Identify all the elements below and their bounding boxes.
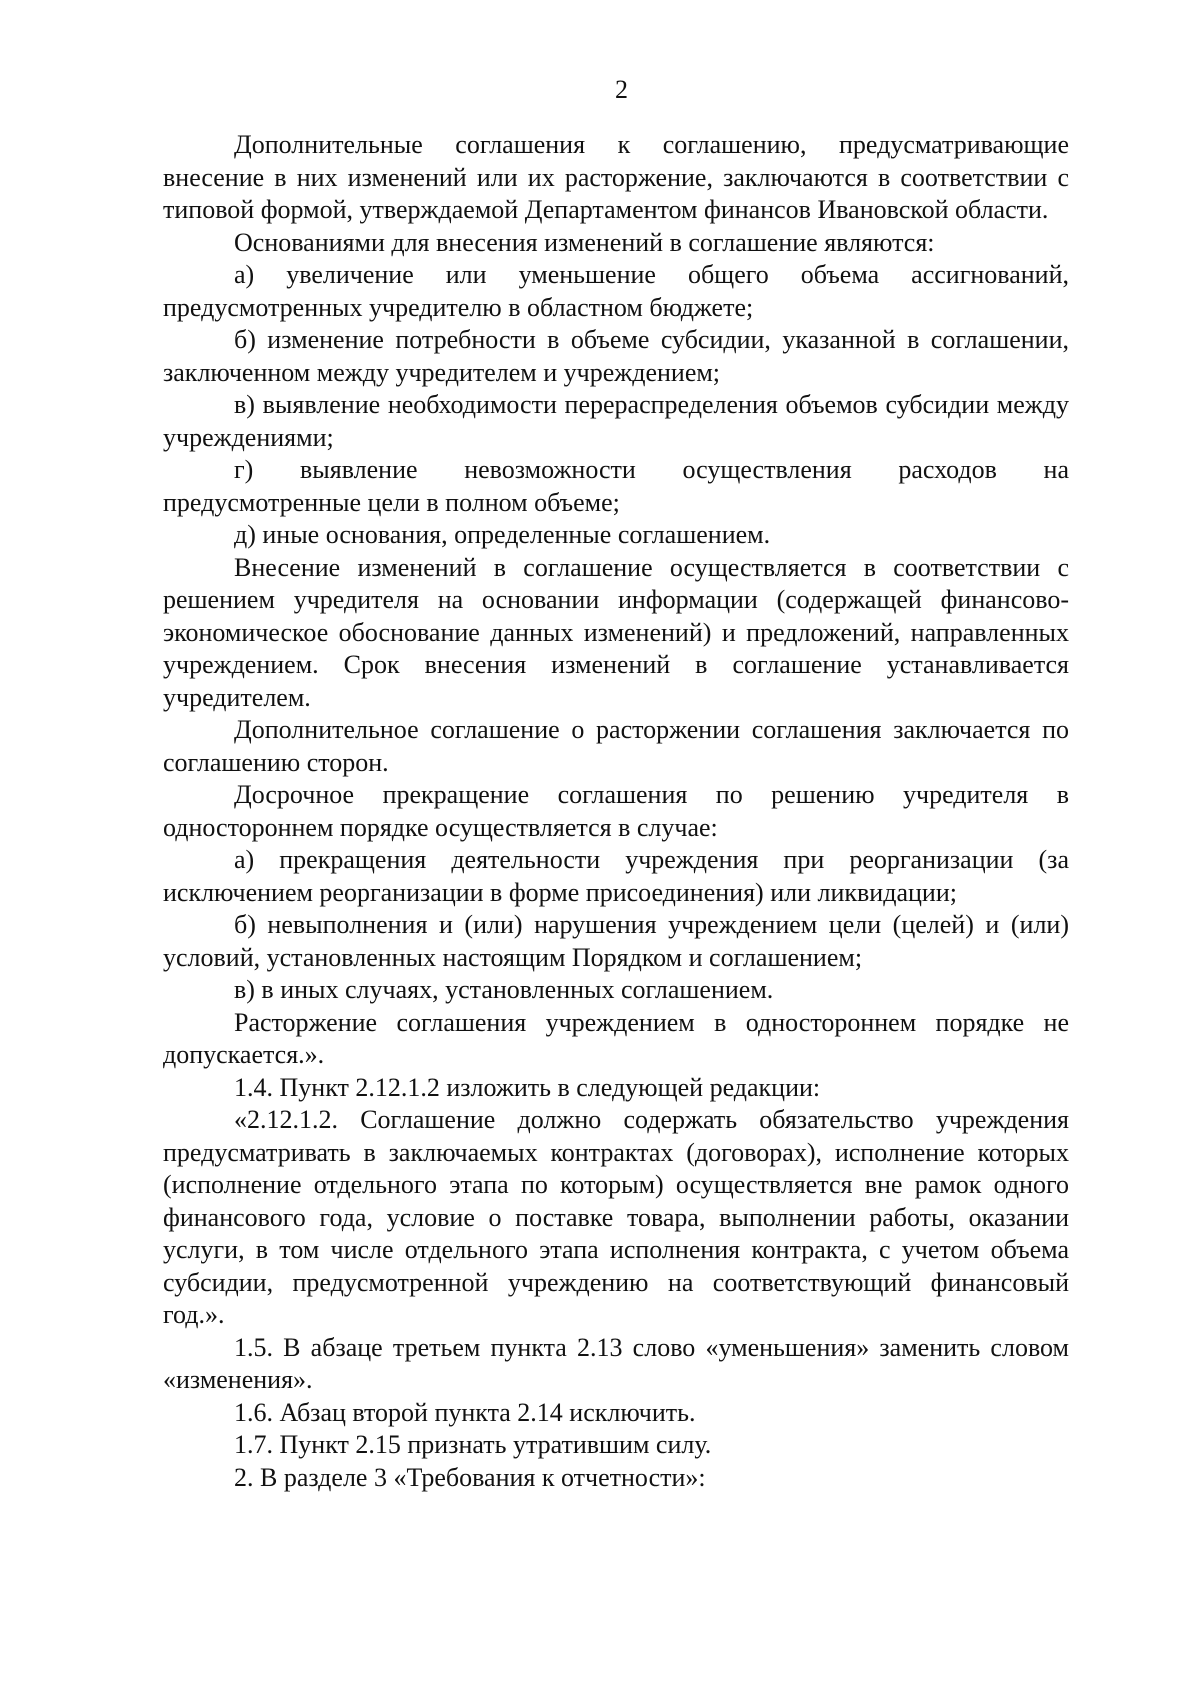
page-number: 2 [615, 75, 628, 104]
paragraph: «2.12.1.2. Соглашение должно содержать обязательство учреждения предусматривать в заключаемых контрактах (договорах), исполнение которых (исполнение отдельного этапа по которым) осуществляется вне рамок одного финансового года, условие о поставке товара, выполнении работы, оказании услуги, в том числе отдельного этапа исполнения контракта, с учетом объема субсидии, предусмотренной учреждению на соответствующий финансовый год.». [163, 1105, 1069, 1329]
paragraph: Дополнительные соглашения к соглашению, предусматривающие внесение в них изменений или их расторжение, заключаются в соответствии с типовой формой, утверждаемой Департаментом финансов Ивановской области. [163, 130, 1069, 224]
paragraph: в) в иных случаях, установленных соглашением. [234, 975, 774, 1004]
paragraph: г) выявление невозможности осуществления расходов на предусмотренные цели в полном объеме; [163, 455, 1069, 517]
paragraph: д) иные основания, определенные соглашением. [234, 520, 771, 549]
document-body [163, 129, 1069, 1494]
paragraph: Расторжение соглашения учреждением в одностороннем порядке не допускается.». [163, 1007, 1069, 1069]
paragraph: 1.5. В абзаце третьем пункта 2.13 слово «уменьшения» заменить словом «изменения». [163, 1332, 1069, 1394]
paragraph: Основаниями для внесения изменений в соглашение являются: [234, 227, 935, 257]
paragraph: б) изменение потребности в объеме субсидии, указанной в соглашении, заключенном между учредителем и учреждением; [163, 325, 1069, 387]
paragraph: Внесение изменений в соглашение осуществляется в соответствии с решением учредителя на основании информации (содержащей финансово-экономическое обоснование данных изменений) и предложений, направленных учреждением. Срок внесения изменений в соглашение устанавливается учредителем. [163, 552, 1069, 712]
paragraph: б) невыполнения и (или) нарушения учреждением цели (целей) и (или) условий, установленных настоящим Порядком и соглашением; [163, 910, 1069, 972]
paragraph: в) выявление необходимости перераспределения объемов субсидии между учреждениями; [163, 390, 1069, 452]
paragraph: Досрочное прекращение соглашения по решению учредителя в одностороннем порядке осуществляется в случае: [163, 780, 1069, 842]
paragraph: 1.6. Абзац второй пункта 2.14 исключить. [234, 1397, 696, 1427]
paragraph: 2. В разделе 3 «Требования к отчетности»: [234, 1462, 706, 1492]
paragraph: а) прекращения деятельности учреждения при реорганизации (за исключением реорганизации в форме присоединения) или ликвидации; [163, 845, 1069, 907]
paragraph: 1.7. Пункт 2.15 признать утратившим силу. [234, 1430, 712, 1459]
paragraph: 1.4. Пункт 2.12.1.2 изложить в следующей редакции: [234, 1072, 821, 1102]
paragraph: а) увеличение или уменьшение общего объема ассигнований, предусмотренных учредителю в областном бюджете; [163, 260, 1069, 322]
paragraph: Дополнительное соглашение о расторжении соглашения заключается по соглашению сторон. [163, 715, 1069, 777]
